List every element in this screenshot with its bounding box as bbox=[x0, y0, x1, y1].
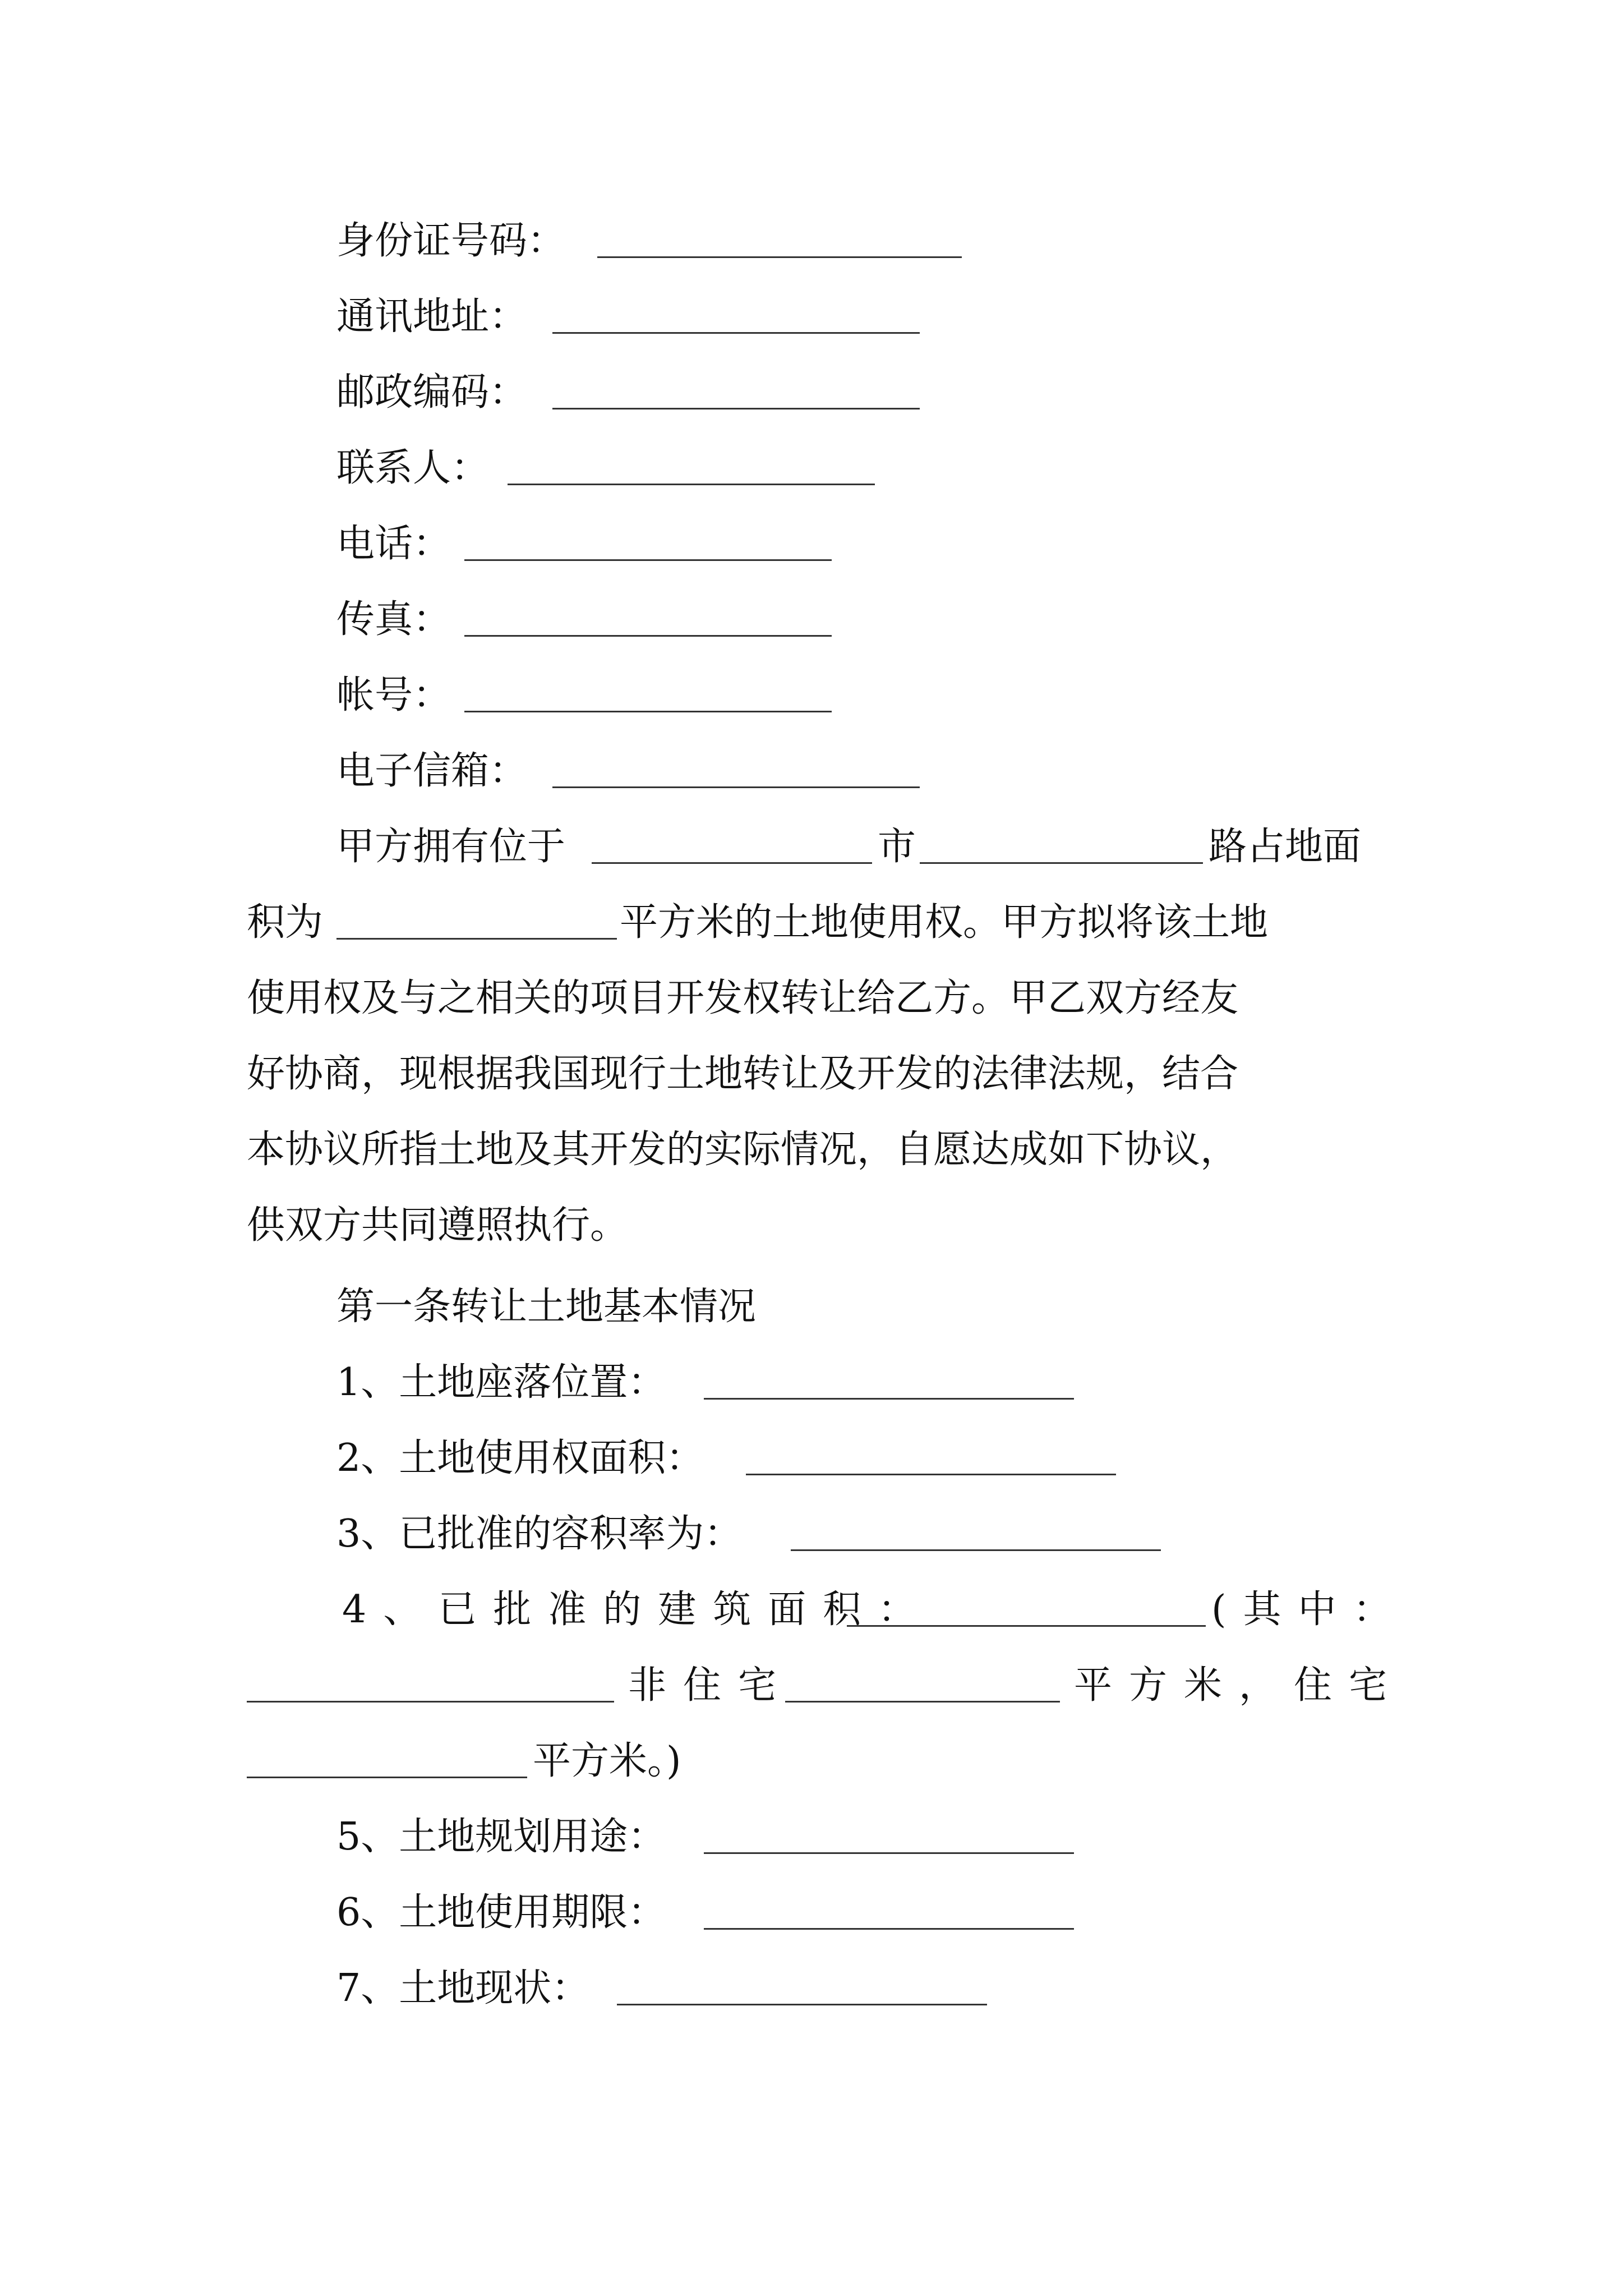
intro-line-6 bbox=[0, 1189, 1623, 1262]
postcode-blank[interactable] bbox=[552, 356, 920, 409]
phone-blank[interactable] bbox=[464, 508, 832, 561]
article-1-heading-row bbox=[0, 1271, 1623, 1343]
email-blank[interactable] bbox=[552, 735, 920, 788]
item-4-text-c: 非住宅 bbox=[628, 1663, 794, 1708]
intro-l1-text-c: 路占地面 bbox=[1209, 825, 1362, 869]
item-4-row-2 bbox=[0, 1649, 1623, 1722]
non-residential-blank[interactable] bbox=[785, 1649, 1060, 1703]
id-number-label: 身份证号码： bbox=[336, 219, 566, 263]
contact-blank[interactable] bbox=[508, 432, 875, 485]
intro-line-5 bbox=[0, 1114, 1623, 1186]
intro-l1-text-b: 市 bbox=[878, 825, 916, 869]
item-5-label: 5、土地规划用途： bbox=[336, 1815, 666, 1859]
email-label: 电子信箱： bbox=[336, 749, 528, 793]
item-5-row bbox=[0, 1801, 1623, 1874]
account-blank[interactable] bbox=[464, 659, 832, 712]
item-2-label: 2、土地使用权面积： bbox=[336, 1436, 704, 1480]
item-5-blank[interactable] bbox=[704, 1801, 1074, 1854]
phone-row bbox=[0, 508, 1623, 581]
item-6-label: 6、土地使用期限： bbox=[336, 1890, 666, 1935]
road-blank[interactable] bbox=[920, 811, 1203, 864]
id-number-blank[interactable] bbox=[597, 205, 962, 258]
city-blank[interactable] bbox=[592, 811, 872, 864]
item-3-blank[interactable] bbox=[791, 1498, 1161, 1551]
fax-blank[interactable] bbox=[464, 583, 832, 637]
item-4-text-b: (其中： bbox=[1211, 1588, 1408, 1632]
item-1-blank[interactable] bbox=[704, 1346, 1074, 1400]
email-row bbox=[0, 735, 1623, 808]
address-label: 通讯地址： bbox=[336, 295, 528, 339]
postcode-label: 邮政编码： bbox=[336, 370, 528, 415]
item-3-row bbox=[0, 1498, 1623, 1571]
account-row bbox=[0, 659, 1623, 732]
item-4-row bbox=[0, 1573, 1623, 1646]
item-3-label: 3、已批准的容积率为： bbox=[336, 1512, 743, 1556]
account-label: 帐号： bbox=[336, 673, 451, 717]
fax-row bbox=[0, 583, 1623, 656]
address-row bbox=[0, 280, 1623, 353]
item-1-label: 1、土地座落位置： bbox=[336, 1360, 666, 1405]
item-2-row bbox=[0, 1422, 1623, 1495]
intro-line-1 bbox=[0, 811, 1623, 884]
item-4-text-d: 平方米，住宅 bbox=[1074, 1663, 1404, 1708]
intro-l3-text: 使用权及与之相关的项目开发权转让给乙方。甲乙双方经友 bbox=[247, 976, 1239, 1020]
item-4-text-e: 平方米。) bbox=[533, 1739, 681, 1783]
item-4-row-3 bbox=[0, 1725, 1623, 1798]
item-7-blank[interactable] bbox=[617, 1952, 987, 2005]
fax-label: 传真： bbox=[336, 597, 451, 642]
area-blank[interactable] bbox=[336, 886, 617, 940]
item-7-row bbox=[0, 1952, 1623, 2025]
intro-line-3 bbox=[0, 962, 1623, 1035]
intro-l2-text-a: 积为 bbox=[247, 900, 324, 945]
intro-l5-text: 本协议所指土地及其开发的实际情况，自愿达成如下协议， bbox=[247, 1128, 1239, 1172]
intro-l1-text-a: 甲方拥有位于 bbox=[336, 825, 566, 869]
item-7-label: 7、土地现状： bbox=[336, 1966, 590, 2010]
postcode-row bbox=[0, 356, 1623, 429]
intro-l2-text-b: 平方米的土地使用权。甲方拟将该土地 bbox=[620, 900, 1269, 945]
item-4-total-blank[interactable] bbox=[247, 1649, 614, 1703]
intro-l4-text: 好协商，现根据我国现行土地转让及开发的法律法规，结合 bbox=[247, 1052, 1239, 1096]
residential-blank[interactable] bbox=[247, 1725, 527, 1778]
item-6-blank[interactable] bbox=[704, 1876, 1074, 1930]
contact-row bbox=[0, 432, 1623, 505]
item-4-blank[interactable] bbox=[847, 1573, 1206, 1627]
phone-label: 电话： bbox=[336, 522, 451, 566]
intro-l6-text: 供双方共同遵照执行。 bbox=[247, 1203, 629, 1248]
item-1-row bbox=[0, 1346, 1623, 1419]
item-2-blank[interactable] bbox=[746, 1422, 1116, 1475]
contact-label: 联系人： bbox=[336, 446, 490, 490]
article-1-heading: 第一条转让土地基本情况 bbox=[336, 1285, 757, 1329]
item-4-label: 4、已批准的建筑面积： bbox=[342, 1588, 933, 1632]
intro-line-2 bbox=[0, 886, 1623, 959]
id-number-row bbox=[0, 205, 1623, 278]
intro-line-4 bbox=[0, 1038, 1623, 1111]
item-6-row bbox=[0, 1876, 1623, 1949]
address-blank[interactable] bbox=[552, 280, 920, 334]
